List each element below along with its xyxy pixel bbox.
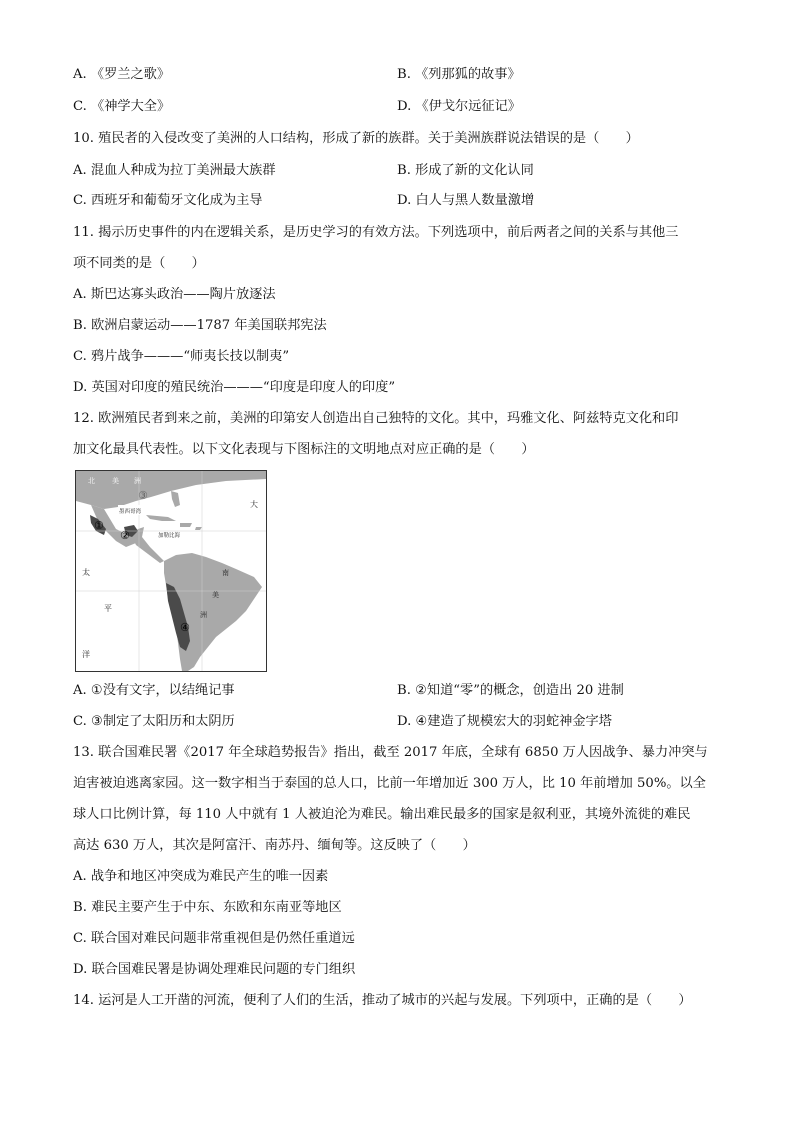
q10-option-b: B. 形成了新的文化认同 — [397, 163, 534, 178]
map-label-caribbean: 加勒比海 — [158, 533, 181, 539]
q10-stem: 10. 殖民者的入侵改变了美洲的人口结构，形成了新的族群。关于美洲族群说法错误的是（ ） — [73, 131, 639, 146]
q13-option-c: C. 联合国对难民问题非常重视但是仍然任重道远 — [73, 931, 355, 946]
map-marker-1: ① — [94, 519, 104, 532]
q12-option-c: C. ③制定了太阳历和太阴历 — [73, 714, 235, 729]
q12-stem-line-1: 12. 欧洲殖民者到来之前，美洲的印第安人创造出自己独特的文化。其中，玛雅文化、阿兹特克文化和印 — [73, 411, 679, 426]
q11-option-c: C. 鸦片战争———“师夷长技以制夷” — [73, 349, 290, 364]
map-marker-4: ④ — [180, 621, 190, 634]
americas-map — [75, 470, 267, 672]
map-label-continent2: 洲 — [200, 611, 207, 619]
map-label-pacific-3: 洋 — [82, 650, 90, 659]
q14-stem: 14. 运河是人工开凿的河流，便利了人们的生活，推动了城市的兴起与发展。下列项中，正确的是（ ） — [73, 993, 692, 1008]
q12-option-d: D. ④建造了规模宏大的羽蛇神金字塔 — [397, 714, 612, 729]
q12-stem-line-2: 加文化最具代表性。以下文化表现与下图标注的文明地点对应正确的是（ ） — [73, 442, 535, 457]
q9-option-a: A. 《罗兰之歌》 — [73, 67, 171, 82]
q11-option-b: B. 欧洲启蒙运动——1787 年美国联邦宪法 — [73, 318, 327, 333]
map-label-continent: 洲 — [134, 477, 141, 485]
q10-option-a: A. 混血人种成为拉丁美洲最大族群 — [73, 163, 276, 178]
q9-option-b: B. 《列那狐的故事》 — [397, 67, 521, 82]
map-label-south: 南 — [222, 569, 229, 577]
map-label-pacific-1: 太 — [82, 568, 90, 577]
q11-option-a: A. 斯巴达寡头政治——陶片放逐法 — [73, 287, 276, 302]
q11-stem-line-1: 11. 揭示历史事件的内在逻辑关系，是历史学习的有效方法。下列选项中，前后两者之间的关系与其他三 — [73, 225, 679, 240]
q12-option-b: B. ②知道“零”的概念，创造出 20 进制 — [397, 683, 624, 698]
map-label-america2: 美 — [212, 591, 219, 599]
map-label-america: 美 — [112, 477, 119, 485]
map-marker-3: ③ — [138, 489, 148, 502]
q11-option-d: D. 英国对印度的殖民统治———“印度是印度人的印度” — [73, 380, 396, 395]
map-label-atlantic: 大 — [250, 500, 258, 509]
map-marker-2: ② — [120, 529, 130, 542]
map-label-pacific-2: 平 — [104, 604, 112, 613]
q10-option-c: C. 西班牙和葡萄牙文化成为主导 — [73, 193, 263, 208]
map-label-north: 北 — [88, 477, 95, 485]
q12-option-a: A. ①没有文字，以结绳记事 — [73, 683, 235, 698]
map-label-gulf: 墨西哥湾 — [119, 509, 142, 515]
q13-stem-line-3: 球人口比例计算，每 110 人中就有 1 人被迫沦为难民。输出难民最多的国家是叙利亚，其境外流徙的难民 — [73, 807, 691, 822]
q13-option-a: A. 战争和地区冲突成为难民产生的唯一因素 — [73, 869, 329, 884]
q13-stem-line-4: 高达 630 万人，其次是阿富汗、南苏丹、缅甸等。这反映了（ ） — [73, 838, 476, 853]
q13-stem-line-2: 迫害被迫逃离家园。这一数字相当于泰国的总人口，比前一年增加近 300 万人，比 10 年前增加 50%。以全 — [73, 776, 706, 791]
q13-stem-line-1: 13. 联合国难民署《2017 年全球趋势报告》指出，截至 2017 年底，全球有 6850 万人因战争、暴力冲突与 — [73, 745, 708, 760]
q13-option-b: B. 难民主要产生于中东、东欧和东南亚等地区 — [73, 900, 342, 915]
q10-option-d: D. 白人与黑人数量激增 — [397, 193, 535, 208]
q11-stem-line-2: 项不同类的是（ ） — [73, 256, 205, 271]
q13-option-d: D. 联合国难民署是协调处理难民问题的专门组织 — [73, 962, 356, 977]
q9-option-c: C. 《神学大全》 — [73, 99, 171, 114]
q9-option-d: D. 《伊戈尔远征记》 — [397, 99, 521, 114]
